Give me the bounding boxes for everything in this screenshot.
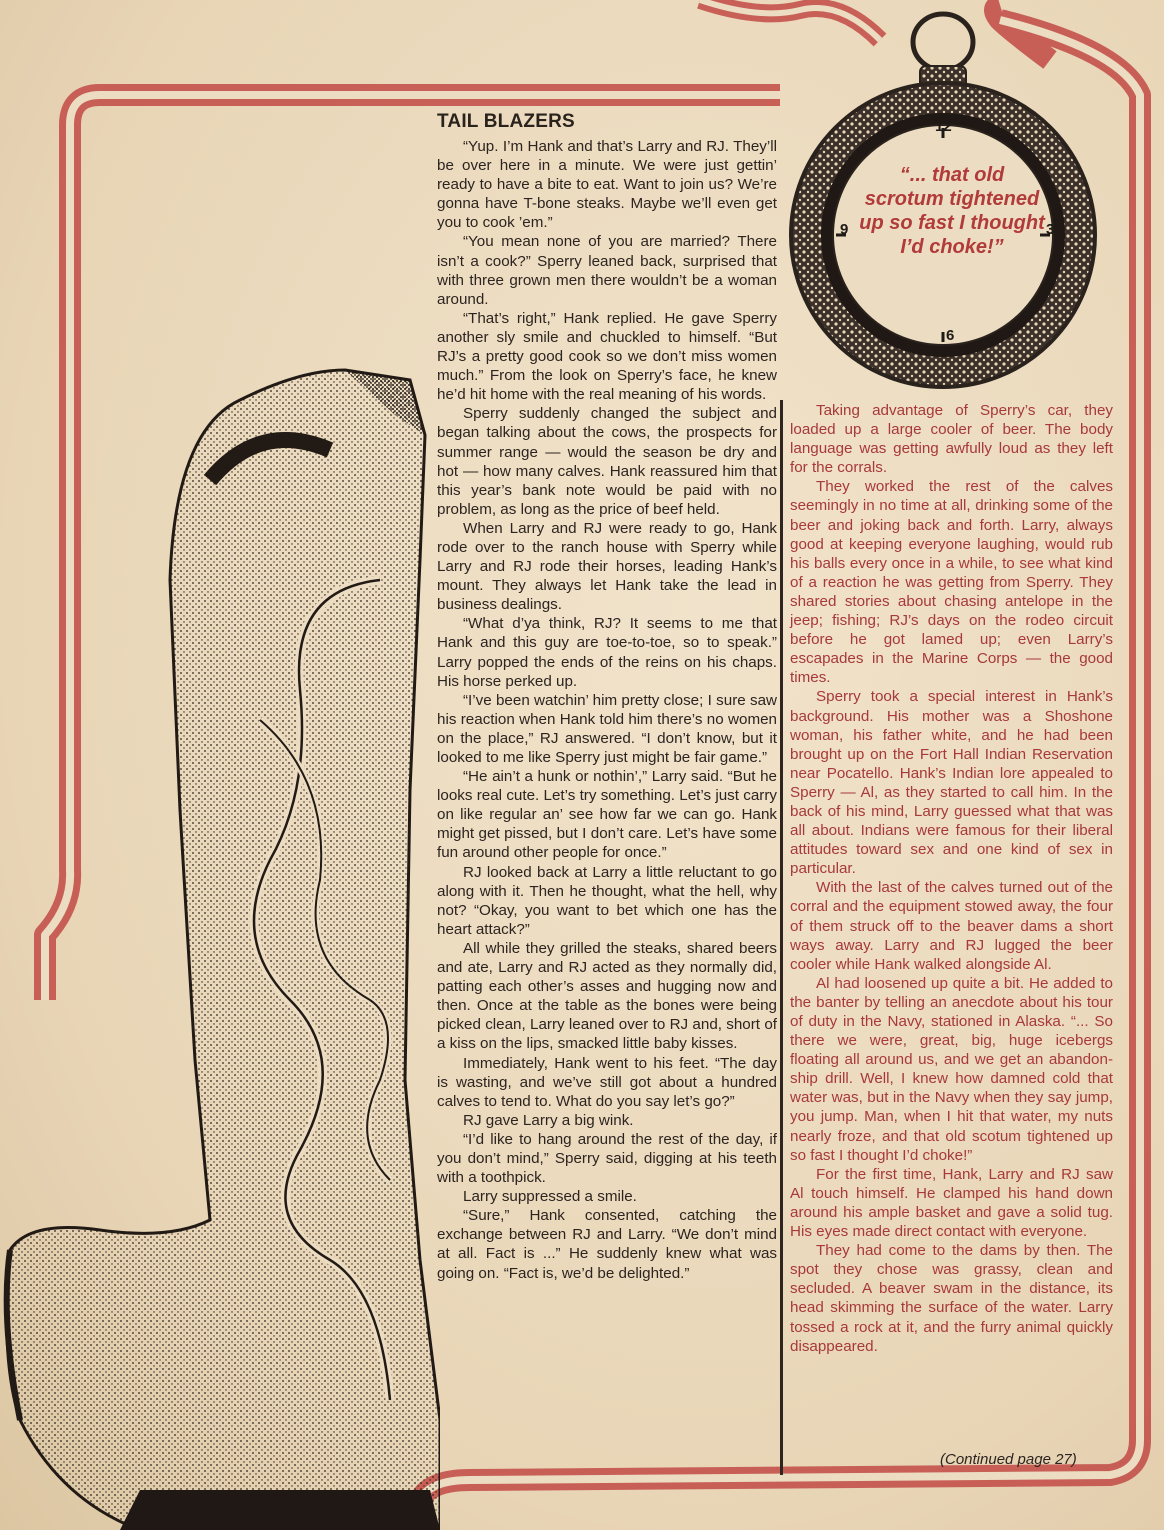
paragraph: With the last of the calves turned out of the corral and the equipment stowed away, the four of them struck off to the beaver dams a short ways away. Larry and RJ lugged the beer cooler while Hank walked alongside Al.	[790, 879, 1113, 973]
paragraph: They worked the rest of the calves seemingly in no time at all, drinking some of the beer and joking back and forth. Larry, always good at keeping everyone laughing, would rub his balls every once in a while, to see what kind of a reaction he was getting from Sperry. They shared stories about chasing antelope in the jeep; fishing; RJ’s days on the rodeo circuit before he got lamed up; even Larry’s escapades in the Marine Corps — the good times.	[790, 478, 1113, 687]
paragraph: When Larry and RJ were ready to go, Hank rode over to the ranch house with Sperry while Larry and RJ rode their horses, leading Hank’s mount. They always let Hank take the lead in business dealings.	[437, 519, 777, 614]
paragraph: “Sure,” Hank consented, catching the exchange between RJ and Larry. “We don’t mind at all. Fact is ...” He suddenly knew what was going on. “Fact is, we’d be delighted.”	[437, 1207, 777, 1282]
watch-number-12: 12	[935, 118, 952, 135]
right-text-column	[790, 401, 1113, 1356]
paragraph: “I’d like to hang around the rest of the day, if you don’t mind,” Sperry said, digging at his teeth with a toothpick.	[437, 1130, 777, 1187]
paragraph: “Yup. I’m Hank and that’s Larry and RJ. They’ll be over here in a minute. We were just gettin’ ready to have a bite to eat. Want to join us? We’re gonna have T-bone steaks. Maybe we’ll even get you to cook ’em.”	[437, 138, 777, 232]
left-text-column	[437, 137, 777, 1283]
paragraph: “I’ve been watchin’ him pretty close; I sure saw his reaction when Hank told him there’s no women on the place,” RJ answered. “I don’t know, but it looked to me like Sperry just might be fair game.”	[437, 691, 777, 766]
continued-note: (Continued page 27)	[940, 1451, 1077, 1468]
pull-quote: “... that old scrotum tightened up so fast I thought I’d choke!”	[859, 164, 1045, 258]
paragraph: Sperry suddenly changed the subject and began talking about the cows, the prospects for summer range — would the season be dry and hot — how many calves. Hank reassured him that this year’s bank note would be paid with no problem, as long as the price of beef held.	[437, 405, 777, 518]
cowboy-boot-illustration	[0, 360, 440, 1530]
paragraph: RJ looked back at Larry a little reluctant to go along with it. Then he thought, what the hell, why not? “Okay, you want to bet which one has the heart attack?”	[437, 863, 777, 938]
section-title: TAIL BLAZERS	[437, 111, 575, 132]
paragraph: All while they grilled the steaks, shared beers and ate, Larry and RJ acted as they normally did, patting each other’s asses and hugging now and then. Once at the table as the bones were being picked clean, Larry leaned over to RJ and, short of a kiss on the lips, smacked little baby kisses.	[437, 939, 777, 1053]
paragraph: “You mean none of you are married? There isn’t a cook?” Sperry leaned back, surprised that with three grown men there wouldn’t be a woman around.	[437, 233, 777, 308]
paragraph: Immediately, Hank went to his feet. “The day is wasting, and we’ve still got about a hundred calves to tend to. What do you say let’s go?”	[437, 1054, 777, 1110]
paragraph: “He ain’t a hunk or nothin’,” Larry said. “But he looks real cute. Let’s try something. Let’s just carry on like regular an’ see how far we can go. Hank might get pissed, but I don’t care. Let’s have some fun around other people for once.”	[437, 768, 777, 862]
watch-number-9: 9	[840, 221, 849, 238]
paragraph: They had come to the dams by then. The spot they chose was grassy, clean and secluded. A beaver swam in the distance, its head skimming the surface of the water. Larry tossed a rock at it, and the furry animal quickly disappeared.	[790, 1242, 1113, 1355]
paragraph: “That’s right,” Hank replied. He gave Sperry another sly smile and chuckled to himself. “But RJ’s a pretty good cook so we don’t miss women much.” From the look on Sperry’s face, he knew he’d hit home with the real meaning of his words.	[437, 309, 777, 404]
paragraph: Larry suppressed a smile.	[463, 1188, 637, 1206]
watch-number-6: 6	[946, 327, 955, 344]
paragraph: Sperry took a special interest in Hank’s background. His mother was a Shoshone woman, his father white, and he had been brought up on the Fort Hall Indian Reservation near Pocatello. Hank’s Indian lore appealed to Sperry — Al, as they started to call him. In the back of his mind, Larry guessed what that was all about. Indians were famous for their liberal attitudes toward sex and one kind of sex in particular.	[790, 688, 1113, 878]
watch-number-3: 3	[1046, 221, 1055, 238]
paragraph: “What d’ya think, RJ? It seems to me that Hank and this guy are toe-to-toe, so to speak.” Larry popped the ends of the reins on his chaps. His horse perked up.	[437, 615, 777, 690]
paragraph: RJ gave Larry a big wink.	[463, 1111, 634, 1129]
paragraph: Taking advantage of Sperry’s car, they loaded up a large cooler of beer. The body language was getting awfully loud as they left for the corrals.	[790, 402, 1113, 477]
column-divider	[780, 400, 783, 1475]
paragraph: For the first time, Hank, Larry and RJ saw Al touch himself. He clamped his hand down around his ample basket and gave a solid tug. His eyes made direct contact with everyone.	[790, 1165, 1113, 1241]
paragraph: Al had loosened up quite a bit. He added to the banter by telling an anecdote about his tour of duty in the Navy, stationed in Alaska. “... So there we were, great, big, huge icebergs floating all around us, and we get an abandon-ship drill. Well, I knew how damned cold that water was, but in the Navy when they say jump, you jump. Man, when I hit that water, my nuts nearly froze, and that old scotum tightened up so fast I thought I’d choke!”	[790, 974, 1113, 1164]
